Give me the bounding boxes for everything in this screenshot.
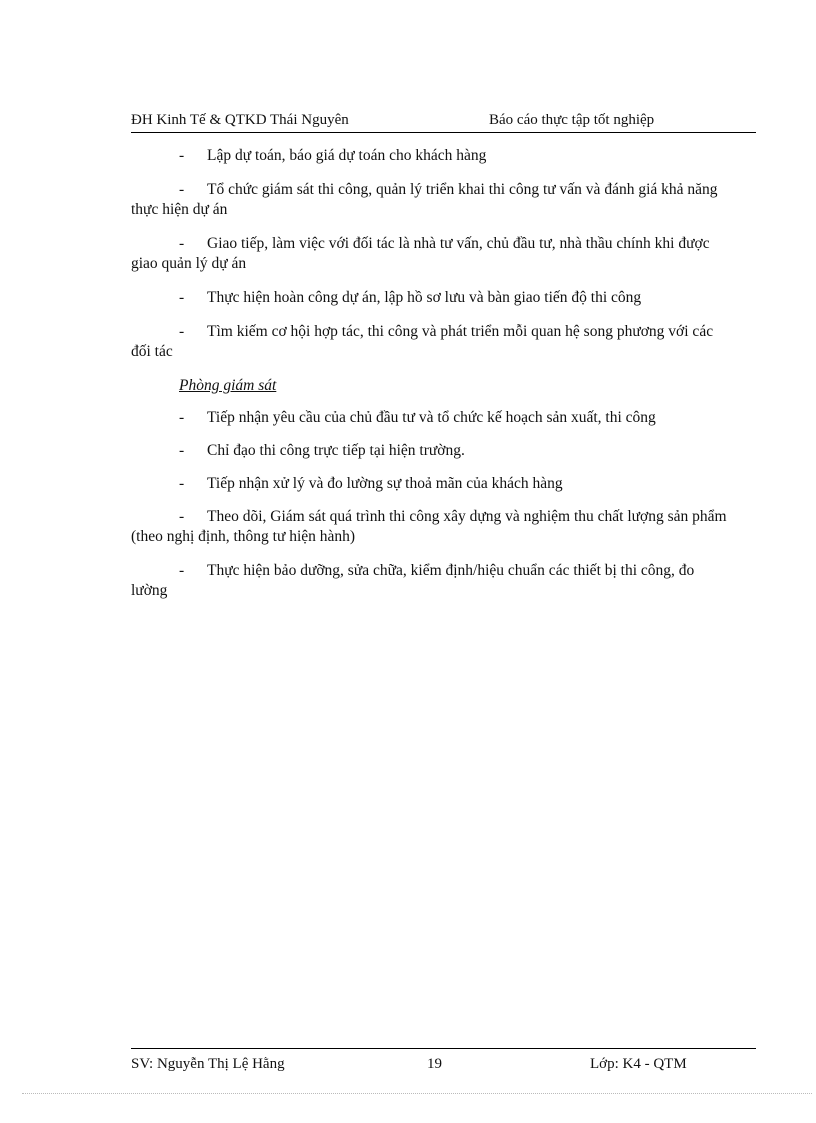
- page-footer: [131, 1048, 756, 1075]
- dash-marker: -: [179, 562, 185, 579]
- paragraph-text: Lập dự toán, báo giá dự toán cho khách hàng: [207, 147, 487, 164]
- paragraph: [131, 288, 731, 308]
- dash-marker: -: [179, 508, 185, 525]
- page-header: [131, 110, 756, 133]
- paragraph-text: Theo dõi, Giám sát quá trình thi công xây dựng và nghiệm thu chất lượng sản phẩm (theo nghị định, thông tư hiện hành): [131, 508, 727, 545]
- paragraph-text: Thực hiện bảo dưỡng, sửa chữa, kiểm định/hiệu chuẩn các thiết bị thi công, đo lường: [131, 562, 695, 599]
- list-item: [179, 408, 731, 428]
- page-boundary-divider: [22, 1093, 812, 1094]
- footer-class: Lớp: K4 - QTM: [590, 1056, 687, 1072]
- page-body: [131, 146, 731, 615]
- paragraph: [131, 146, 731, 166]
- paragraph: [131, 507, 731, 547]
- dash-marker: -: [179, 289, 185, 306]
- paragraph: [131, 180, 731, 220]
- dash-marker: -: [179, 323, 185, 340]
- dash-marker: -: [179, 442, 185, 459]
- dash-marker: -: [179, 181, 185, 198]
- paragraph-text: Giao tiếp, làm việc với đối tác là nhà tư vấn, chủ đầu tư, nhà thầu chính khi được giao quản lý dự án: [131, 235, 710, 272]
- paragraph-text: Tìm kiếm cơ hội hợp tác, thi công và phát triển mỗi quan hệ song phương với các đối tác: [131, 323, 714, 360]
- list-item: [179, 441, 731, 461]
- dash-marker: -: [179, 409, 185, 426]
- paragraph: [131, 234, 731, 274]
- header-report-title: Báo cáo thực tập tốt nghiệp: [489, 112, 655, 128]
- list-item: [179, 474, 731, 494]
- footer-page-number: 19: [427, 1056, 442, 1072]
- paragraph-text: Thực hiện hoàn công dự án, lập hồ sơ lưu và bàn giao tiến độ thi công: [207, 289, 642, 306]
- list-item-text: Tiếp nhận yêu cầu của chủ đầu tư và tổ chức kế hoạch sản xuất, thi công: [207, 409, 656, 426]
- paragraph: [131, 322, 731, 362]
- list-item-text: Tiếp nhận xử lý và đo lường sự thoả mãn của khách hàng: [207, 475, 563, 492]
- section-title: Phòng giám sát: [179, 377, 277, 394]
- paragraph: [131, 561, 731, 601]
- header-institution: ĐH Kinh Tế & QTKD Thái Nguyên: [131, 112, 349, 128]
- dash-marker: -: [179, 475, 185, 492]
- list-item-text: Chỉ đạo thi công trực tiếp tại hiện trường.: [207, 442, 465, 459]
- footer-student-name: SV: Nguyễn Thị Lệ Hằng: [131, 1056, 285, 1072]
- dash-marker: -: [179, 147, 185, 164]
- paragraph-text: Tổ chức giám sát thi công, quản lý triển khai thi công tư vấn và đánh giá khả năng thực hiện dự án: [131, 181, 718, 218]
- dash-marker: -: [179, 235, 185, 252]
